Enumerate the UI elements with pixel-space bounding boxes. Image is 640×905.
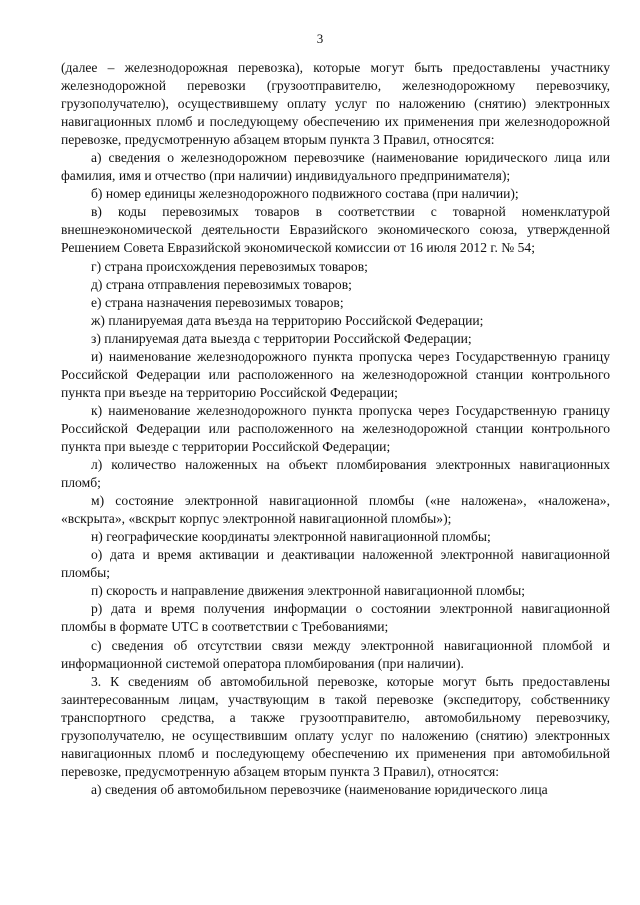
list-item-z: з) планируемая дата выезда с территории Российской Федерации; xyxy=(91,330,472,346)
section-3-paragraph: 3. К сведениям об автомобильной перевозке, которые могут быть предоставлены заинтересованным лицам, участвующим в такой перевозке (экспедитору, собственнику транспортного средства, а также грузоотправителю, автомобильному перевозчику, грузополучателю, не осуществившим оплату услуг по наложению (снятию) электронных навигационных пломб и последующему обеспечению их применения при автомобильной перевозке, предусмотренную абзацем вторым пункта 3 Правил), относятся: xyxy=(61,673,610,779)
list-item-s: с) сведения об отсутствии связи между электронной навигационной пломбой и информационной системой оператора пломбирования (при наличии). xyxy=(61,637,610,671)
paragraph-continuation: (далее – железнодорожная перевозка), которые могут быть предоставлены участнику железнодорожной перевозки (грузоотправителю, железнодорожному перевозчику, грузополучателю), осуществившему оплату услуг по наложению (снятию) электронных навигационных пломб и последующему обеспечению их применения при железнодорожной перевозке, предусмотренную абзацем вторым пункта 3 Правил, относятся: xyxy=(61,60,610,148)
list-item-m: м) состояние электронной навигационной пломбы («не наложена», «наложена», «вскрыта», «вскрыт корпус электронной навигационной пломбы»); xyxy=(61,493,610,527)
list-item-k: к) наименование железнодорожного пункта пропуска через Государственную границу Российской Федерации или расположенного на железнодорожной станции контрольного пункта при выезде с территории Российской Федерации; xyxy=(61,402,610,454)
document-body xyxy=(61,59,610,799)
list-item-a: а) сведения о железнодорожном перевозчике (наименование юридического лица или фамилия, имя и отчество (при наличии) индивидуального предпринимателя); xyxy=(61,150,610,184)
page-number: 3 xyxy=(316,31,324,46)
list-item-b: б) номер единицы железнодорожного подвижного состава (при наличии); xyxy=(91,186,519,202)
list-item-l: л) количество наложенных на объект пломбирования электронных навигационных пломб; xyxy=(61,457,610,491)
list-item-r: р) дата и время получения информации о состоянии электронной навигационной пломбы в формате UTC в соответствии с Требованиями; xyxy=(61,601,610,635)
list-item-g: г) страна происхождения перевозимых товаров; xyxy=(91,258,368,274)
list-item-d: д) страна отправления перевозимых товаров; xyxy=(91,276,352,292)
list-item-o: о) дата и время активации и деактивации наложенной электронной навигационной пломбы; xyxy=(61,547,610,581)
list-item-n: н) географические координаты электронной навигационной пломбы; xyxy=(91,529,491,545)
section-3-list-item-a: а) сведения об автомобильном перевозчике (наименование юридического лица xyxy=(91,781,548,797)
list-item-v: в) коды перевозимых товаров в соответствии с товарной номенклатурой внешнеэкономической деятельности Евразийского экономического союза, утвержденной Решением Совета Евразийской экономической комиссии от 16 июля 2012 г. № 54; xyxy=(61,204,610,256)
list-item-e: е) страна назначения перевозимых товаров; xyxy=(91,294,344,310)
list-item-i: и) наименование железнодорожного пункта пропуска через Государственную границу Российской Федерации или расположенного на железнодорожной станции контрольного пункта при въезде на территорию Российской Федерации; xyxy=(61,348,610,400)
list-item-zh: ж) планируемая дата въезда на территорию Российской Федерации; xyxy=(91,312,484,328)
list-item-p: п) скорость и направление движения электронной навигационной пломбы; xyxy=(91,583,526,599)
